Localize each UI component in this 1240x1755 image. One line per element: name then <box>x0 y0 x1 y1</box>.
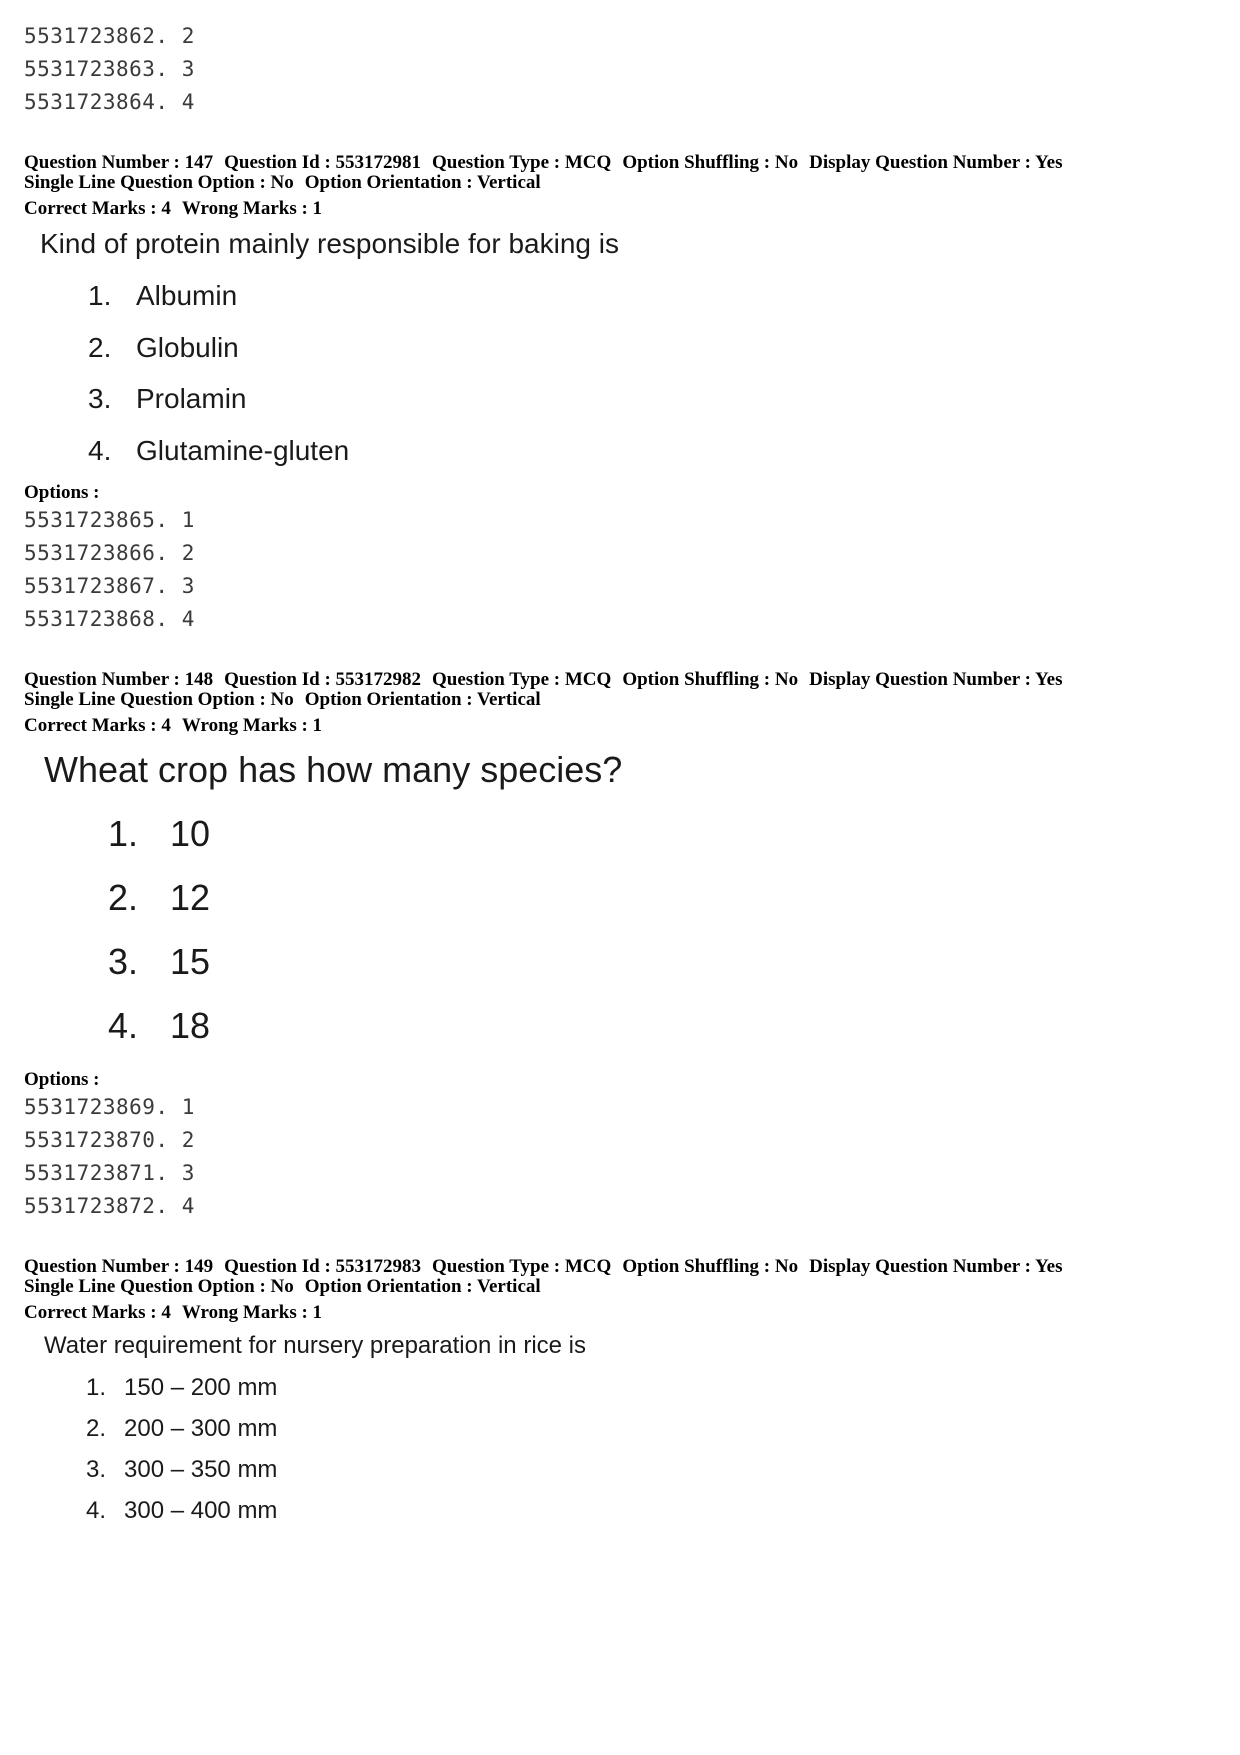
option-id: 5531723865. 1 <box>24 508 195 532</box>
question-meta-line1: Question Number : 149 Question Id : 553172983 Question Type : MCQ Option Shuffling : No Display Question Number : Yes <box>24 1256 1063 1277</box>
choice-item: 4. 18 <box>108 1005 211 1046</box>
choice-item: 2. 200 – 300 mm <box>86 1415 278 1442</box>
choice-item: 3. 15 <box>108 941 211 982</box>
question-meta-line2: Single Line Question Option : No Option Orientation : Vertical <box>24 172 541 193</box>
choice-item: 3. Prolamin <box>88 383 247 414</box>
question-text: Wheat crop has how many species? <box>44 749 623 790</box>
choice-item: 1. 150 – 200 mm <box>86 1374 278 1401</box>
option-id: 5531723872. 4 <box>24 1194 195 1218</box>
choice-item: 1. 10 <box>108 813 211 854</box>
question-meta-line1: Question Number : 147 Question Id : 553172981 Question Type : MCQ Option Shuffling : No Display Question Number : Yes <box>24 152 1063 173</box>
question-text: Water requirement for nursery preparation in rice is <box>44 1332 586 1359</box>
question-marks: Correct Marks : 4 Wrong Marks : 1 <box>24 198 323 219</box>
choice-item: 1. Albumin <box>88 280 238 311</box>
option-id: 5531723869. 1 <box>24 1095 195 1119</box>
option-id: 5531723862. 2 <box>24 24 195 48</box>
question-meta-line1: Question Number : 148 Question Id : 553172982 Question Type : MCQ Option Shuffling : No Display Question Number : Yes <box>24 669 1063 690</box>
option-id: 5531723868. 4 <box>24 607 195 631</box>
option-id: 5531723867. 3 <box>24 574 195 598</box>
choice-item: 4. 300 – 400 mm <box>86 1497 278 1524</box>
choice-item: 3. 300 – 350 mm <box>86 1456 278 1483</box>
question-meta-line2: Single Line Question Option : No Option Orientation : Vertical <box>24 1276 541 1297</box>
choice-item: 2. 12 <box>108 877 211 918</box>
choice-item: 4. Glutamine-gluten <box>88 435 350 466</box>
option-id: 5531723870. 2 <box>24 1128 195 1152</box>
options-label: Options : <box>24 482 100 503</box>
options-label: Options : <box>24 1069 100 1090</box>
option-id: 5531723871. 3 <box>24 1161 195 1185</box>
option-id: 5531723864. 4 <box>24 90 195 114</box>
question-text: Kind of protein mainly responsible for baking is <box>40 228 619 259</box>
choice-item: 2. Globulin <box>88 332 239 363</box>
option-id: 5531723866. 2 <box>24 541 195 565</box>
option-id: 5531723863. 3 <box>24 57 195 81</box>
question-marks: Correct Marks : 4 Wrong Marks : 1 <box>24 1302 323 1323</box>
question-meta-line2: Single Line Question Option : No Option Orientation : Vertical <box>24 689 541 710</box>
question-marks: Correct Marks : 4 Wrong Marks : 1 <box>24 715 323 736</box>
